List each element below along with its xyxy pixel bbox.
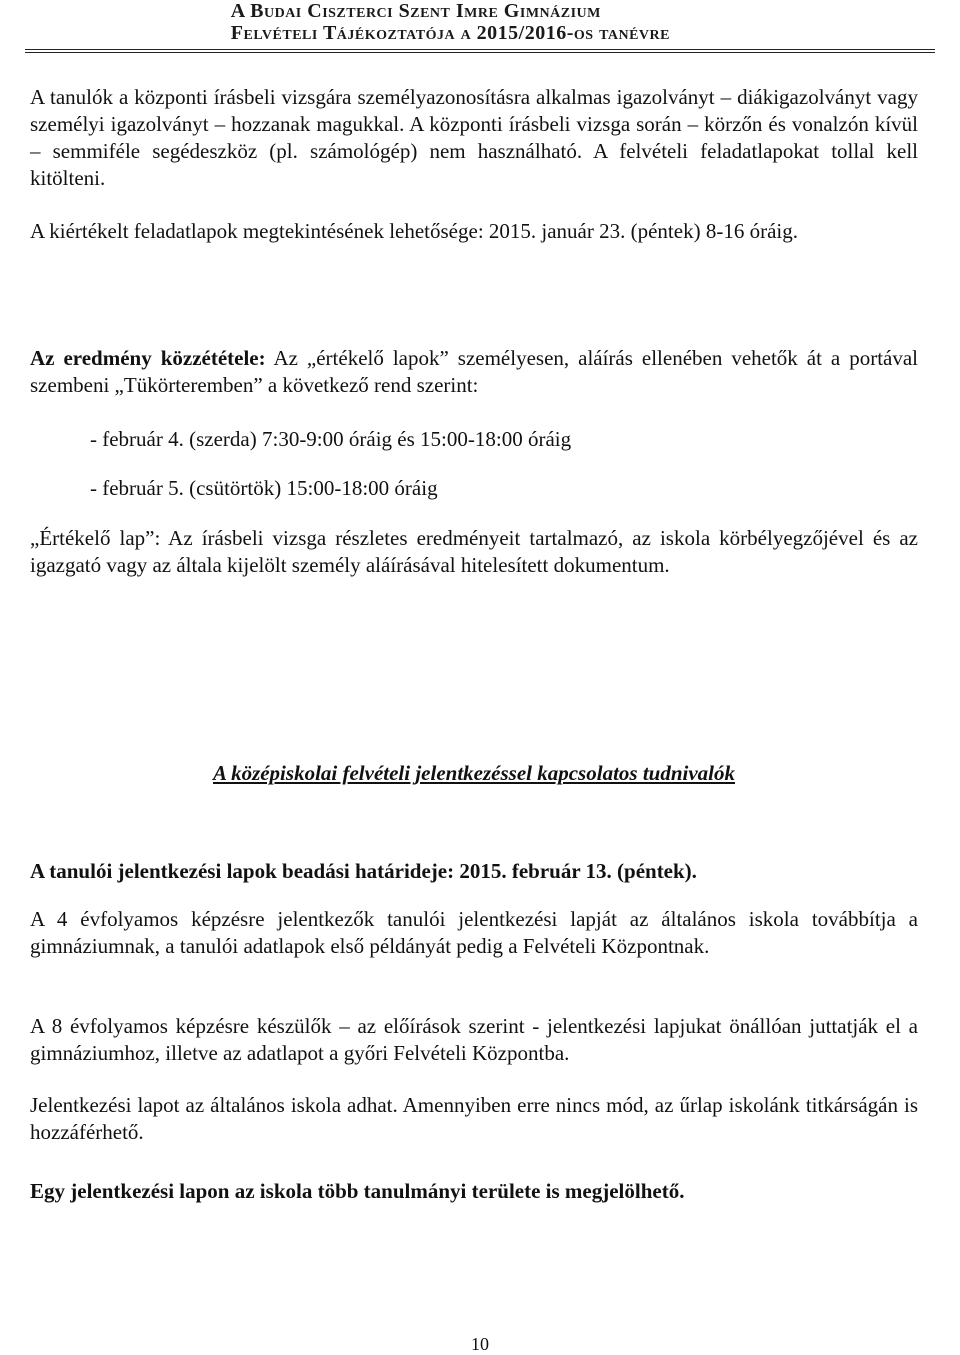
header-subtitle: Felvételi Tájékoztatója a 2015/2016-os tanévre (230, 22, 670, 44)
paragraph-application-form: Jelentkezési lapot az általános iskola adhat. Amennyiben erre nincs mód, az űrlap iskolánk titkárságán is hozzáférhető. (30, 1093, 918, 1144)
header-school-name: A Budai Ciszterci Szent Imre Gimnázium (230, 0, 601, 22)
section-title: A középiskolai felvételi jelentkezéssel kapcsolatos tudnivalók (212, 761, 736, 785)
paragraph-id-requirements: A tanulók a központi írásbeli vizsgára személyazonosításra alkalmas igazolványt – diákigazolványt vagy személyi igazolványt – hozzanak magukkal. A központi írásbeli vizsga során – körzőn és vonalzón kívül – semmiféle segédeszköz (pl. számológép) nem használható. A felvételi feladatlapokat tollal kell kitölteni. (30, 85, 918, 190)
list-item-feb-4: - február 4. (szerda) 7:30-9:00 óráig és 15:00-18:00 óráig (90, 427, 572, 451)
results-label: Az eredmény közzététele: (30, 346, 266, 370)
paragraph-review-date: A kiértékelt feladatlapok megtekintésének lehetősége: 2015. január 23. (péntek) 8-16 óráig. (30, 219, 798, 243)
paragraph-deadline: A tanulói jelentkezési lapok beadási határideje: 2015. február 13. (péntek). (30, 859, 697, 883)
results-text: Az „értékelő lapok” személyesen, aláírás ellenében vehetők át a portával szembeni „Tükörteremben” a következő rend szerint: (30, 346, 918, 397)
paragraph-4-year-program: A 4 évfolyamos képzésre jelentkezők tanulói jelentkezési lapját az általános iskola továbbítja a gimnáziumnak, a tanulói adatlapok első példányát pedig a Felvételi Központnak. (30, 907, 918, 958)
header-divider-secondary (25, 52, 935, 53)
header-divider (25, 49, 935, 50)
document-header (231, 0, 670, 44)
paragraph-multiple-areas: Egy jelentkezési lapon az iskola több tanulmányi területe is megjelölhető. (30, 1179, 685, 1203)
list-item-feb-5: - február 5. (csütörtök) 15:00-18:00 óráig (90, 476, 438, 500)
page-number: 10 (471, 1334, 489, 1354)
paragraph-evaluation-sheet: „Értékelő lap”: Az írásbeli vizsga részletes eredményeit tartalmazó, az iskola körbélyegzőjével és az igazgató vagy az általa kijelölt személy aláírásával hitelesített dokumentum. (30, 526, 918, 577)
paragraph-results-publication (30, 345, 918, 399)
paragraph-8-year-program: A 8 évfolyamos képzésre készülők – az előírások szerint - jelentkezési lapjukat önállóan juttatják el a gimnáziumhoz, illetve az adatlapot a győri Felvételi Központba. (30, 1014, 918, 1065)
